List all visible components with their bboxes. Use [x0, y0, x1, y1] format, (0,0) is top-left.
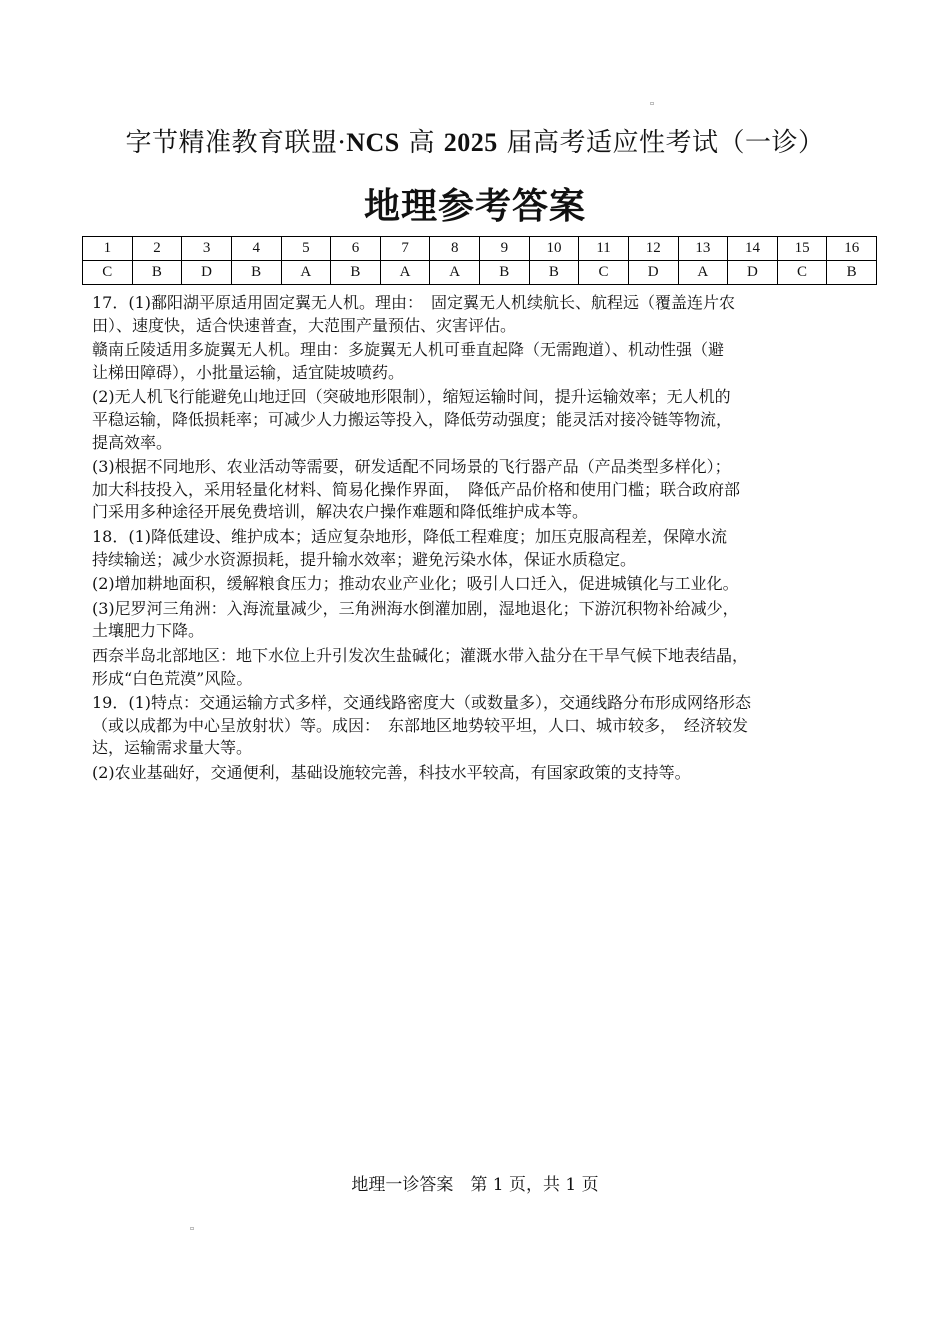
answer-cell: B	[480, 261, 530, 285]
answer-paragraph	[92, 456, 892, 524]
answer-cell: A	[678, 261, 728, 285]
exam-subtitle	[0, 122, 950, 159]
answer-paragraph	[92, 526, 892, 571]
answer-cell: B	[132, 261, 182, 285]
answer-cell: D	[628, 261, 678, 285]
answer-table	[82, 236, 877, 285]
subtitle-text: NCS	[346, 128, 400, 157]
question-number-cell: 2	[132, 237, 182, 261]
answer-line: (3)根据不同地形、农业活动等需要，研发适配不同场景的飞行器产品（产品类型多样化）；	[92, 457, 731, 477]
answer-line: 形成“白色荒漠”风险。	[92, 668, 253, 688]
answer-cell: B	[827, 261, 877, 285]
answer-line: 提高效率。	[92, 432, 173, 452]
question-number-cell: 3	[182, 237, 232, 261]
page-mark: ▫	[650, 100, 655, 107]
answer-paragraph	[92, 692, 892, 760]
answer-line: 田）、速度快，适合快速普查，大范围产量预估、灾害评估。	[92, 315, 517, 335]
question-number-cell: 14	[728, 237, 778, 261]
question-number-cell: 4	[231, 237, 281, 261]
footer-text: 第	[470, 1175, 488, 1195]
answer-line: 加大科技投入，采用轻量化材料、简易化操作界面， 降低产品价格和使用门槛；联合政府部	[92, 479, 741, 499]
answer-line: 19．(1)特点：交通运输方式多样，交通线路密度大（或数量多），交通线路分布形成网络形态	[92, 693, 752, 713]
question-number-cell: 5	[281, 237, 331, 261]
answer-line: (3)尼罗河三角洲：入海流量减少，三角洲海水倒灌加剧，湿地退化；下游沉积物补给减少，	[92, 598, 739, 618]
answer-cell: B	[529, 261, 579, 285]
page-mark: ▫	[190, 1225, 195, 1232]
answer-cell: D	[182, 261, 232, 285]
question-number-cell: 11	[579, 237, 629, 261]
answer-cell: A	[380, 261, 430, 285]
footer-total-pages: 1	[565, 1175, 577, 1195]
answer-line: (2)增加耕地面积，缓解粮食压力；推动农业产业化；吸引人口迁入，促进城镇化与工业化。	[92, 574, 739, 594]
answer-cell: C	[579, 261, 629, 285]
page-footer	[0, 1170, 950, 1195]
answer-paragraph	[92, 292, 892, 337]
answer-row	[83, 261, 877, 285]
question-number-cell: 13	[678, 237, 728, 261]
subtitle-text: 2025	[443, 128, 498, 157]
answer-paragraph	[92, 645, 892, 690]
answer-line: 门采用多种途径开展免费培训，解决农户操作难题和降低维护成本等。	[92, 502, 589, 522]
question-number-cell: 9	[480, 237, 530, 261]
answer-line: 西奈半岛北部地区：地下水位上升引发次生盐碱化；灌溉水带入盐分在干旱气候下地表结晶，	[92, 645, 749, 665]
answer-paragraph	[92, 386, 892, 454]
question-number-cell: 8	[430, 237, 480, 261]
question-number-cell: 16	[827, 237, 877, 261]
answer-line: （或以成都为中心呈放射状）等。成因： 东部地区地势较平坦，人口、城市较多， 经济较发	[92, 715, 749, 735]
answer-line: 平稳运输，降低损耗率；可减少人力搬运等投入，降低劳动强度；能灵活对接冷链等物流，	[92, 409, 733, 429]
answer-line: (2)无人机飞行能避免山地迂回（突破地形限制），缩短运输时间，提升运输效率；无人机的	[92, 387, 731, 407]
answer-cell: D	[728, 261, 778, 285]
answer-line: 让梯田障碍），小批量运输，适宜陡坡喷药。	[92, 362, 405, 382]
question-number-cell: 1	[83, 237, 133, 261]
question-number-cell: 6	[331, 237, 381, 261]
footer-text: 页，共	[509, 1175, 560, 1195]
answer-line: 达，运输需求量大等。	[92, 738, 253, 758]
answers-section	[92, 292, 892, 786]
page-title: 地理参考答案	[363, 186, 586, 227]
answer-cell: A	[430, 261, 480, 285]
answer-cell: B	[331, 261, 381, 285]
answer-cell: A	[281, 261, 331, 285]
footer-text: 页	[581, 1175, 599, 1195]
answer-paragraph	[92, 598, 892, 643]
question-number-cell: 12	[628, 237, 678, 261]
answer-line: 赣南丘陵适用多旋翼无人机。理由：多旋翼无人机可垂直起降（无需跑道）、机动性强（避	[92, 340, 725, 360]
answer-line: 18．(1)降低建设、维护成本；适应复杂地形，降低工程难度；加压克服高程差，保障水流	[92, 526, 728, 546]
answer-paragraph	[92, 339, 892, 384]
answer-paragraph	[92, 573, 892, 596]
answer-line: 17．(1)鄱阳湖平原适用固定翼无人机。理由： 固定翼无人机续航长、航程远（覆盖连片农	[92, 293, 736, 312]
answer-cell: C	[83, 261, 133, 285]
question-number-cell: 15	[777, 237, 827, 261]
subtitle-text: 高	[399, 128, 444, 158]
answer-cell: C	[777, 261, 827, 285]
subtitle-text: 届高考适应性考试（一诊）	[497, 128, 825, 158]
footer-doc-name: 地理一诊答案	[351, 1175, 454, 1195]
answer-cell: B	[231, 261, 281, 285]
question-number-row	[83, 237, 877, 261]
subtitle-text: 字节精准教育联盟·	[125, 128, 347, 158]
answer-line: 持续输送；减少水资源损耗，提升输水效率；避免污染水体，保证水质稳定。	[92, 549, 637, 569]
answer-line: 土壤肥力下降。	[92, 621, 205, 641]
answer-line: (2)农业基础好，交通便利，基础设施较完善，科技水平较高，有国家政策的支持等。	[92, 762, 691, 782]
question-number-cell: 10	[529, 237, 579, 261]
answer-paragraph	[92, 762, 892, 785]
question-number-cell: 7	[380, 237, 430, 261]
footer-page-number: 1	[492, 1175, 504, 1195]
